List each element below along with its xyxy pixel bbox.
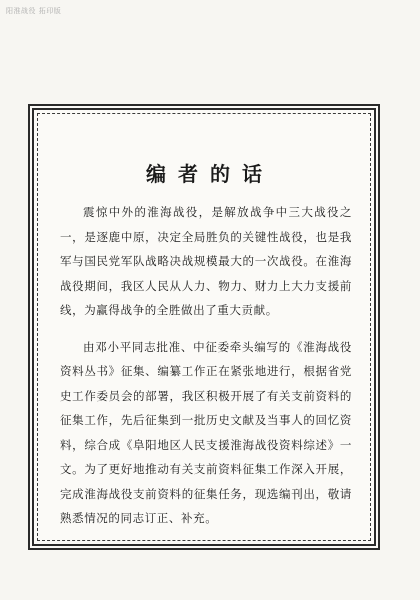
paragraph: 由邓小平同志批准、中征委牵头编写的《淮海战役资料丛书》征集、编纂工作正在紧张地进行，根据省党史工作委员会的部署，我区积极开展了有关支前资料的征集工作，先后征集到一批历史文献及当事人的回忆资料，综合成《阜阳地区人民支援淮海战役资料综述》一文。为了更好地推动有关支前资料征集工作深入开展，完成淮海战役支前资料的征集任务，现选编刊出，敬请熟悉情况的同志订正、补充。 bbox=[60, 339, 352, 525]
page-title: 编者的话 bbox=[146, 162, 274, 186]
page-frame bbox=[28, 104, 380, 550]
paragraph: 震惊中外的淮海战役，是解放战争中三大战役之一，是逐鹿中原，决定全局胜负的关键性战役，也是我军与国民党军队战略决战规模最大的一次战役。在淮海战役期间，我区人民从人力、物力、财力上大力支援前线，为赢得战争的全胜做出了重大贡献。 bbox=[60, 205, 352, 317]
watermark: 阳淮战役 拓印版 bbox=[6, 7, 62, 15]
body-text bbox=[60, 200, 352, 531]
